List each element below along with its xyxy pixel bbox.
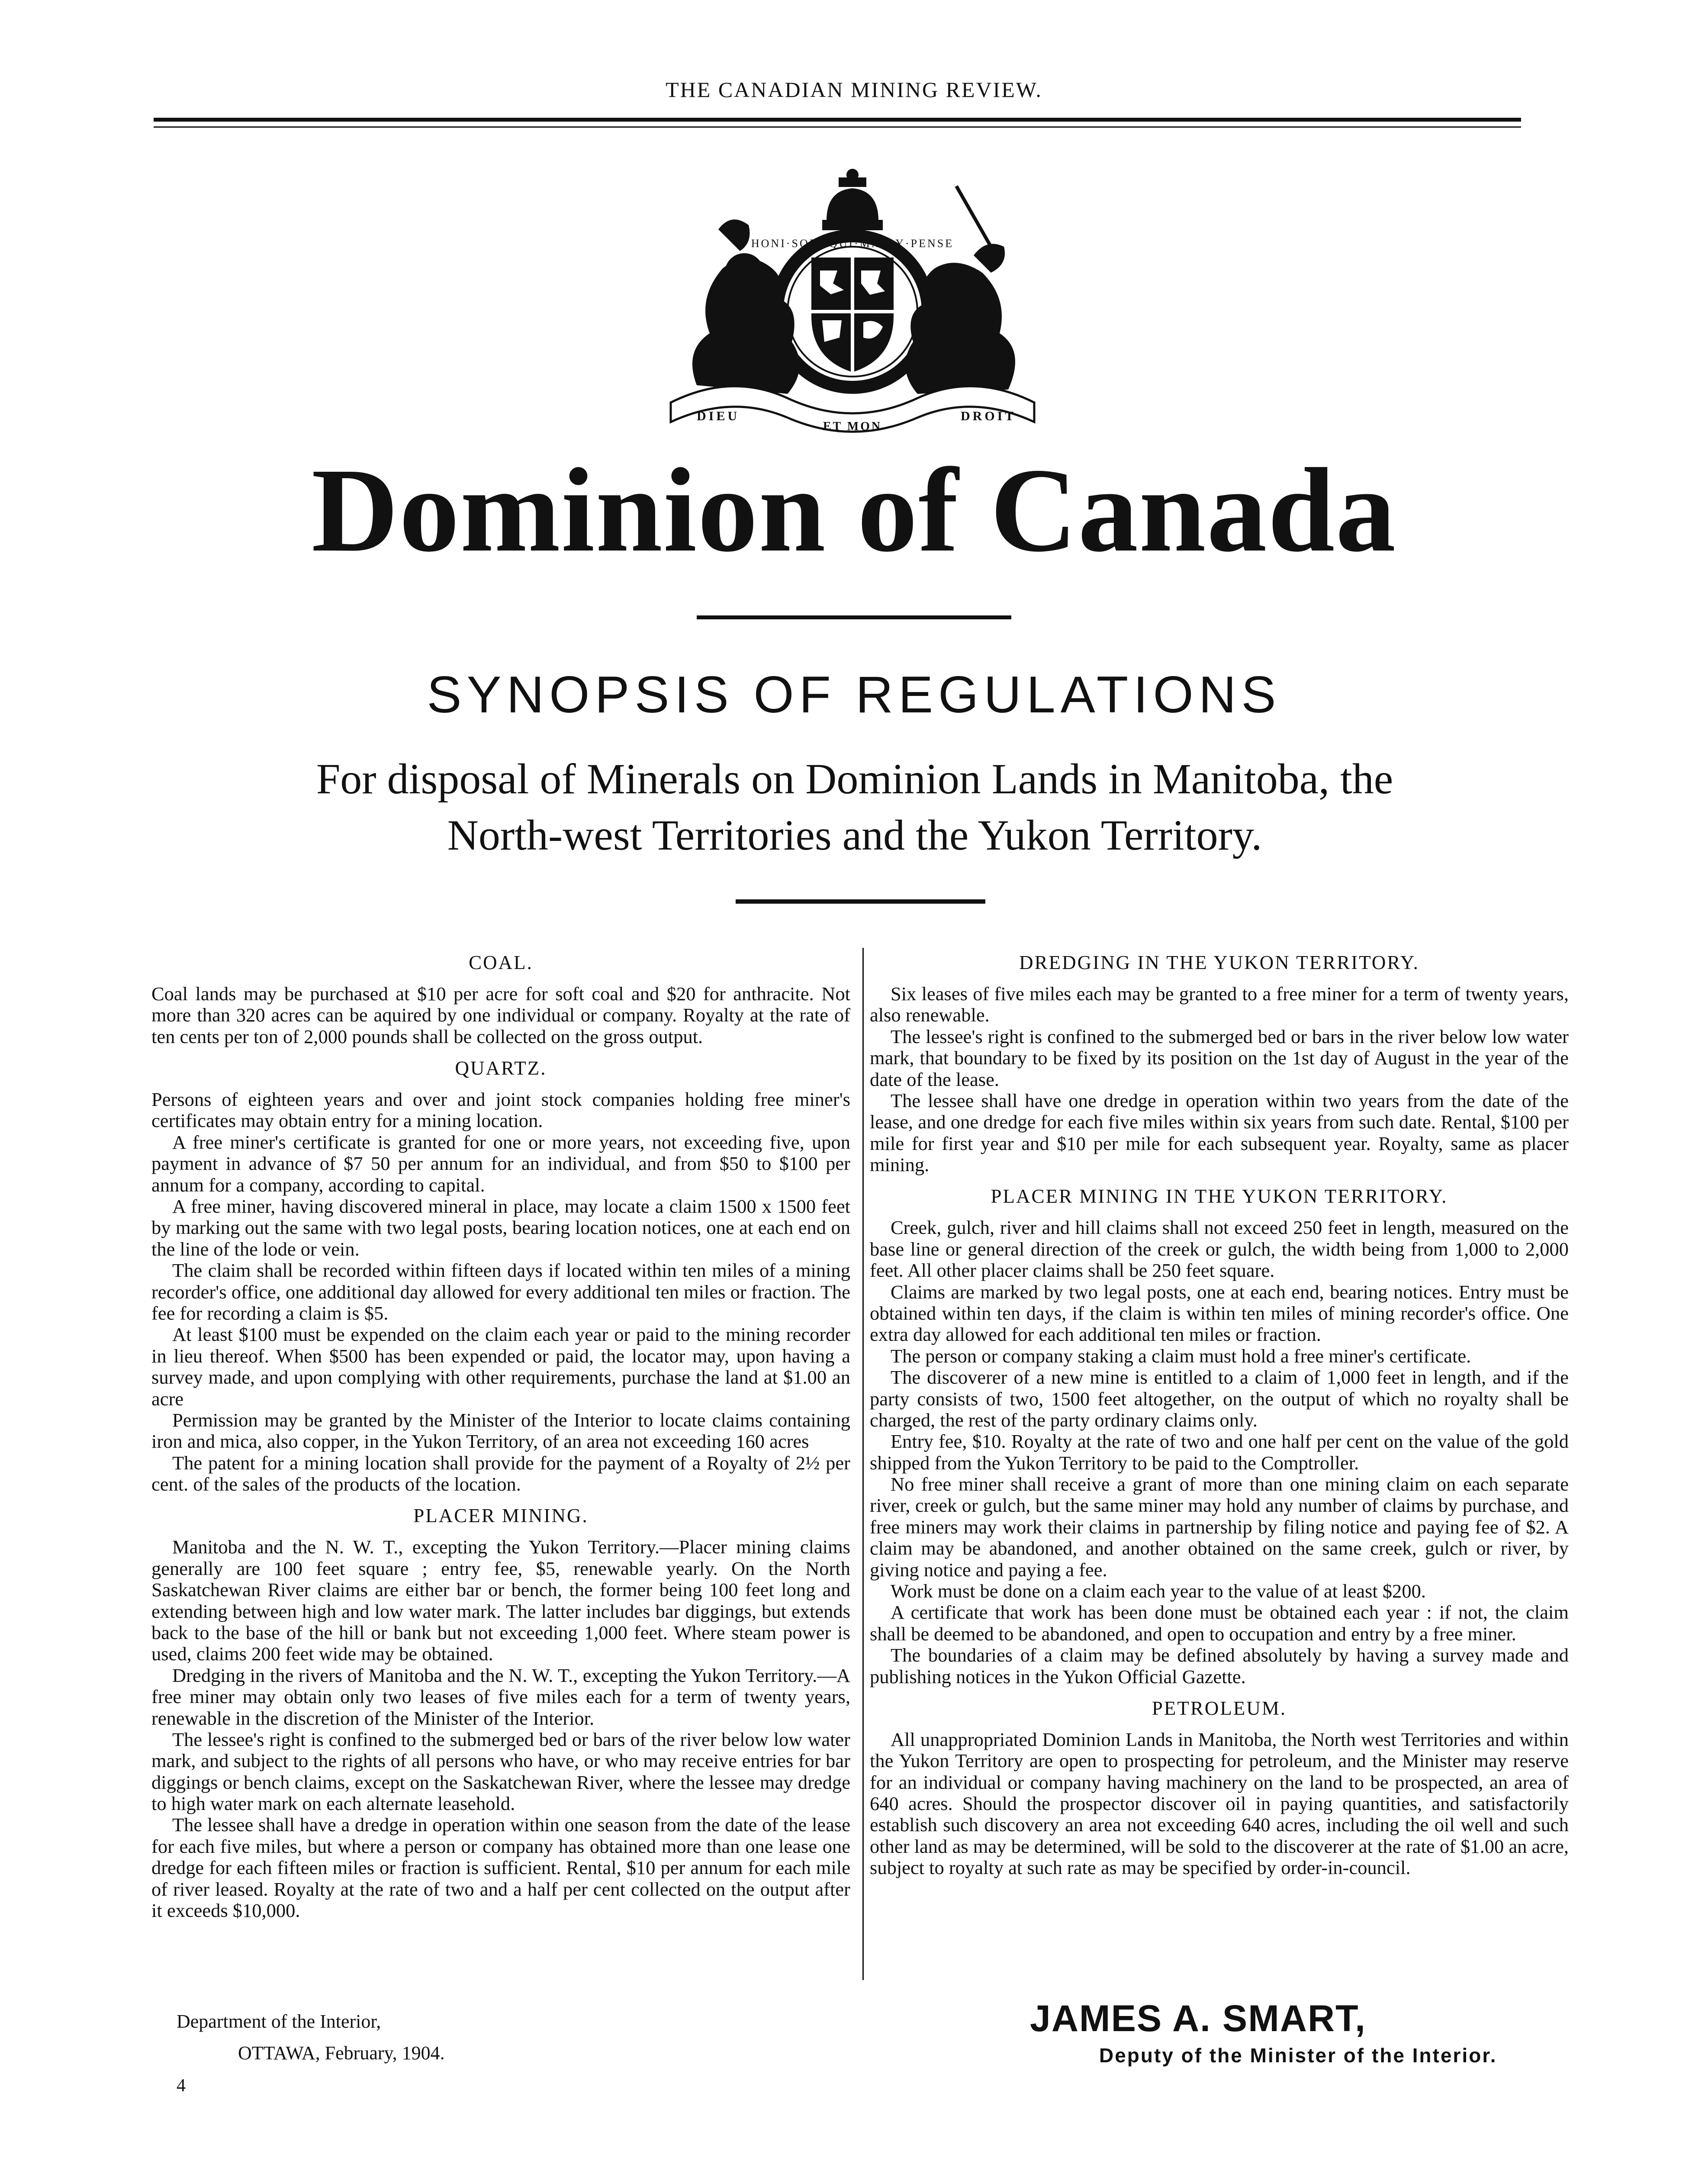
left-column: [151, 952, 850, 1921]
section-heading-petroleum: PETROLEUM.: [1152, 1697, 1287, 1719]
placer-paragraph: Dredging in the rivers of Manitoba and the N. W. T., excepting the Yukon Territory.—A free miner may obtain only two leases of five miles each for a term of twenty years, renewable in the discretion of the Minister of the Interior.: [151, 1664, 850, 1729]
placer-paragraph: The lessee's right is confined to the submerged bed or bars of the river below low water mark, and subject to the rights of all persons who have, or who may receive entries for bar diggings or bench claims, except on the Saskatchewan River, where the lessee may dredge to high water mark on each alternate leasehold.: [151, 1728, 850, 1815]
placer-yukon-paragraph: Entry fee, $10. Royalty at the rate of two and one half per cent on the value of the gold shipped from the Yukon Territory to be paid to the Comptroller.: [870, 1430, 1569, 1474]
placer-paragraph: The lessee shall have a dredge in operation within one season from the date of the lease for each five miles, but where a person or company has obtained more than one lease one dredge for each fifteen miles or fraction is sufficient. Rental, $10 per annum for each mile of river leased. Royalty at the rate of two and a half per cent collected on the output after it exceeds $10,000.: [151, 1814, 850, 1922]
placer-yukon-paragraph: The person or company staking a claim must hold a free miner's certificate.: [891, 1345, 1471, 1367]
signer-title: Deputy of the Minister of the Interior.: [1099, 2044, 1497, 2067]
quartz-paragraph: Persons of eighteen years and over and joint stock companies holding free miner's certificates may obtain entry for a mining location.: [151, 1088, 850, 1132]
placer-yukon-paragraph: The boundaries of a claim may be defined absolutely by having a survey made and publishing notices in the Yukon Official Gazette.: [870, 1644, 1569, 1687]
page-title: Dominion of Canada: [311, 444, 1397, 577]
placer-yukon-paragraph: The discoverer of a new mine is entitled to a claim of 1,000 feet in length, and if the party consists of two, 1500 feet altogether, on the output of which no royalty shall be charged, the rest of the party ordinary claims only.: [870, 1366, 1569, 1431]
placer-yukon-paragraph: A certificate that work has been done must be obtained each year : if not, the claim shall be deemed to be abandoned, and open to occupation and entry by a free miner.: [870, 1601, 1569, 1645]
quartz-paragraph: Permission may be granted by the Minister of the Interior to locate claims containing iron and mica, also copper, in the Yukon Territory, of an area not exceeding 160 acres: [151, 1409, 850, 1452]
motto-center: ET MON: [823, 420, 882, 433]
section-heading-quartz: QUARTZ.: [455, 1057, 547, 1079]
title-rule: [697, 615, 1011, 619]
section-heading-coal: COAL.: [469, 952, 533, 973]
motto-left: DIEU: [697, 409, 740, 423]
department-name: Department of the Interior,: [177, 2011, 381, 2032]
section-heading-placer-yukon: PLACER MINING IN THE YUKON TERRITORY.: [991, 1185, 1448, 1208]
column-divider: [862, 948, 864, 1980]
subtitle-rule: [736, 899, 985, 904]
subtitle-line-2: North-west Territories and the Yukon Territory.: [447, 811, 1262, 859]
page-number: 4: [177, 2076, 186, 2096]
subtitle-line-1: For disposal of Minerals on Dominion Lands in Manitoba, the: [316, 755, 1393, 803]
subtitle: [113, 751, 1597, 863]
signer-name: JAMES A. SMART,: [1030, 1998, 1366, 2039]
place-date: OTTAWA, February, 1904.: [238, 2042, 445, 2064]
placer-yukon-paragraph: Creek, gulch, river and hill claims shall not exceed 250 feet in length, measured on the base line or general direction of the creek or gulch, the width being from 1,000 to 2,000 feet. All other placer claims shall be 250 feet square.: [870, 1217, 1569, 1282]
quartz-paragraph: At least $100 must be expended on the claim each year or paid to the mining recorder in lieu thereof. When $500 has been expended or paid, the locator may, upon having a survey made, and upon complying with other requirements, purchase the land at $1.00 an acre: [151, 1324, 850, 1410]
coal-paragraph: Coal lands may be purchased at $10 per acre for soft coal and $20 for anthracite. Not more than 320 acres can be aquired by one individual or company. Royalty at the rate of ten cents per ton of 2,000 pounds shall be collected on the gross output.: [151, 982, 850, 1047]
quartz-paragraph: A free miner, having discovered mineral in place, may locate a claim 1500 x 1500 feet by marking out the same with two legal posts, bearing location notices, one at each end on the line of the lode or vein.: [151, 1195, 850, 1260]
running-head: THE CANADIAN MINING REVIEW.: [666, 77, 1042, 102]
petroleum-paragraph: All unappropriated Dominion Lands in Manitoba, the North west Territories and within the Yukon Territory are open to prospecting for petroleum, and the Minister may reserve for an individual or company having machinery on the land to be prospected, an area of 640 acres. Should the prospector discover oil in paying quantities, and satisfactorily establish such discovery an area not exceeding 640 acres, including the oil well and such other land as may be determined, will be sold to the discoverer at the rate of $1.00 an acre, subject to royalty at such rate as may be specified by order-in-council.: [870, 1728, 1569, 1879]
placer-yukon-paragraph: Work must be done on a claim each year to the value of at least $200.: [891, 1580, 1426, 1602]
quartz-paragraph: A free miner's certificate is granted for one or more years, not exceeding five, upon payment in advance of $7 50 per annum for an individual, and from $50 to $100 per annum for a company, according to capital.: [151, 1131, 850, 1196]
placer-yukon-paragraph: Claims are marked by two legal posts, one at each end, bearing notices. Entry must be obtained within ten days, if the claim is within ten miles of mining recorder's office. One extra day allowed for each additional ten miles or fraction.: [870, 1281, 1569, 1346]
dredging-paragraph: The lessee's right is confined to the submerged bed or bars in the river below low water mark, that boundary to be fixed by its position on the 1st day of August in the year of the date of the lease.: [870, 1025, 1569, 1090]
motto-right: DROIT: [961, 409, 1016, 423]
garter-motto: HONI·SOIT·QUI·MAL·Y·PENSE: [751, 237, 954, 250]
dredging-paragraph: The lessee shall have one dredge in operation within two years from the date of the lease, and one dredge for each five miles within six years from such date. Rental, $100 per mile for first year and $10 per mile for each subsequent year. Royalty, same as placer mining.: [870, 1089, 1569, 1176]
placer-paragraph: Manitoba and the N. W. T., excepting the Yukon Territory.—Placer mining claims generally are 100 feet square ; entry fee, $5, renewable yearly. On the North Saskatchewan River claims are either bar or bench, the former being 100 feet long and extending between high and low water mark. The latter includes bar diggings, but extends back to the base of the hill or bank but not exceeding 1,000 feet. Where steam power is used, claims 200 feet wide may be obtained.: [151, 1536, 850, 1665]
header-rule-light: [154, 126, 1521, 128]
section-heading-placer-mining: PLACER MINING.: [413, 1505, 589, 1527]
quartz-paragraph: The patent for a mining location shall provide for the payment of a Royalty of 2½ per cent. of the sales of the products of the location.: [151, 1452, 850, 1495]
royal-coat-of-arms-icon: [645, 169, 1060, 437]
right-column: [870, 952, 1569, 1879]
dredging-paragraph: Six leases of five miles each may be granted to a free miner for a term of twenty years, also renewable.: [870, 982, 1569, 1026]
header-rule-heavy: [154, 118, 1521, 122]
placer-yukon-paragraph: No free miner shall receive a grant of more than one mining claim on each separate river, creek or gulch, but the same miner may hold any number of claims by purchase, and free miners may work their claims in partnership by filing notice and paying fee of $2. A claim may be abandoned, and another obtained on the same creek, gulch or river, by giving notice and paying a fee.: [870, 1473, 1569, 1581]
synopsis-heading: SYNOPSIS OF REGULATIONS: [427, 666, 1281, 724]
quartz-paragraph: The claim shall be recorded within fifteen days if located within ten miles of a mining recorder's office, one additional day allowed for every additional ten miles or fraction. The fee for recording a claim is $5.: [151, 1259, 850, 1324]
section-heading-dredging-yukon: DREDGING IN THE YUKON TERRITORY.: [1019, 952, 1419, 973]
